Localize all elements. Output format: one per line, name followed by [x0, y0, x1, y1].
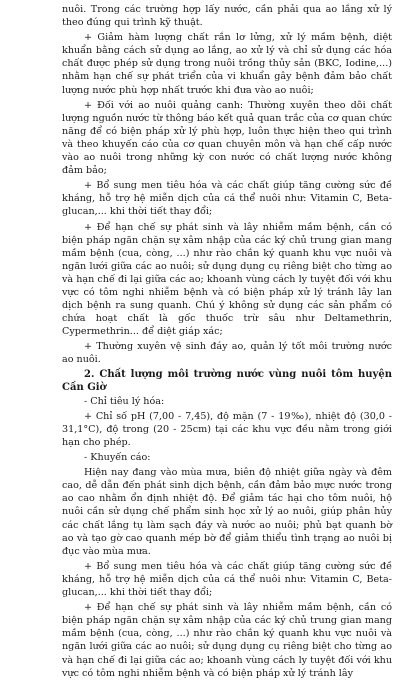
paragraph-supplements-1: + Bổ sung men tiêu hóa và các chất giúp tăng cường sức đề kháng, hỗ trợ hệ miễn dịch của cá thể nuôi như: Vitamin C, Beta-glucan,... khi thời tiết thay đổi;: [62, 180, 392, 218]
paragraph-extensive-ponds: + Đối với ao nuôi quảng canh: Thường xuyên theo dõi chất lượng nguồn nước từ thông báo kết quả quan trắc của cơ quan chức năng để có biện pháp xử lý phù hợp, luôn thực hiện theo qui trình và theo khuyến cáo của cơ quan chuyên môn và hạn chế cấp nước vào ao nuôi trong những kỳ con nước có chất lượng nước không đảm bảo;: [62, 99, 392, 177]
paragraph-reduce-solids: + Giảm hàm lượng chất rắn lơ lửng, xử lý mầm bệnh, diệt khuẩn bằng cách sử dụng ao lắng, ao xử lý và chỉ sử dụng các hóa chất được phép sử dụng trong nuôi trồng thủy sản (BKC, Iodine,...) nhằm hạn chế sự phát triển của vi khuẩn gây bệnh đảm bảo chất lượng nước phù hợp nhất trước khi đưa vào ao nuôi;: [62, 32, 392, 96]
paragraph-disease-prevention-1: + Để hạn chế sự phát sinh và lây nhiễm mầm bệnh, cần có biện pháp ngăn chặn sự xâm nhập của các ký chủ trung gian mang mầm bệnh (cua, còng, ...) như rào chắn ký quanh khu vực nuôi và ngăn lưới giữa các ao nuôi; sử dụng dụng cụ riêng biệt cho từng ao và hạn chế đi lại giữa các ao; khoanh vùng cách ly tuyệt đối với khu vực có tôm nghi nhiễm bệnh và có biện pháp xử lý tránh lây lan dịch bệnh ra sung quanh. Chú ý không sử dụng các sản phẩm có chứa hoạt chất là gốc thuốc trừ sâu như Deltamethrin, Cypermethrin... để diệt giáp xác;: [62, 221, 392, 338]
subheading-recommendations: - Khuyến cáo:: [84, 452, 151, 464]
paragraph-disease-prevention-2: + Để hạn chế sự phát sinh và lây nhiễm mầm bệnh, cần có biện pháp ngăn chặn sự xâm nhập của các ký chủ trung gian mang mầm bệnh (cua, còng, ...) như rào chắn ký quanh khu vực nuôi và ngăn lưới giữa các ao nuôi; sử dụng dụng cụ riêng biệt cho từng ao và hạn chế đi lại giữa các ao; khoanh vùng cách ly tuyệt đối với khu vực có tôm nghi nhiễm bệnh và có biện pháp xử lý tránh lây: [62, 602, 392, 679]
section-heading: 2. Chất lượng môi trường nước vùng nuôi tôm huyện Cần Giờ: [62, 368, 392, 393]
paragraph-pond-hygiene: + Thường xuyên vệ sinh đáy ao, quản lý tốt môi trường nước ao nuôi.: [62, 341, 392, 366]
subheading-physicochemical: - Chỉ tiêu lý hóa:: [84, 395, 165, 407]
paragraph-continuation: nuôi. Trong các trường hợp lấy nước, cần phải qua ao lắng xử lý theo đúng qui trình kỹ thuật.: [62, 4, 392, 29]
paragraph-rainy-season: Hiện nay đang vào mùa mưa, biên độ nhiệt giữa ngày và đêm cao, dễ dẫn đến phát sinh dịch bệnh, cần đảm bảo mực nước trong ao cao nhằm ổn định nhiệt độ. Để giảm tác hại cho tôm nuôi, hộ nuôi cần sử dụng chế phẩm sinh học xử lý ao nuôi, giúp phân hủy các chất lắng tụ làm sạch đáy và nước ao nuôi; phủ bạt quanh bờ ao và tạo gờ cao quanh mép bờ để giảm thiểu tình trạng ao nuôi bị đục vào mùa mưa.: [62, 467, 392, 557]
paragraph-supplements-2: + Bổ sung men tiêu hóa và các chất giúp tăng cường sức đề kháng, hỗ trợ hệ miễn dịch của cá thể nuôi như: Vitamin C, Beta-glucan,... khi thời tiết thay đổi;: [62, 560, 392, 599]
paragraph-water-parameters: + Chỉ số pH (7,00 - 7,45), độ mặn (7 - 19‰), nhiệt độ (30,0 - 31,1°C), độ trong (20 - 25cm) tại các khu vực đều nằm trong giới hạn cho phép.: [62, 410, 392, 448]
